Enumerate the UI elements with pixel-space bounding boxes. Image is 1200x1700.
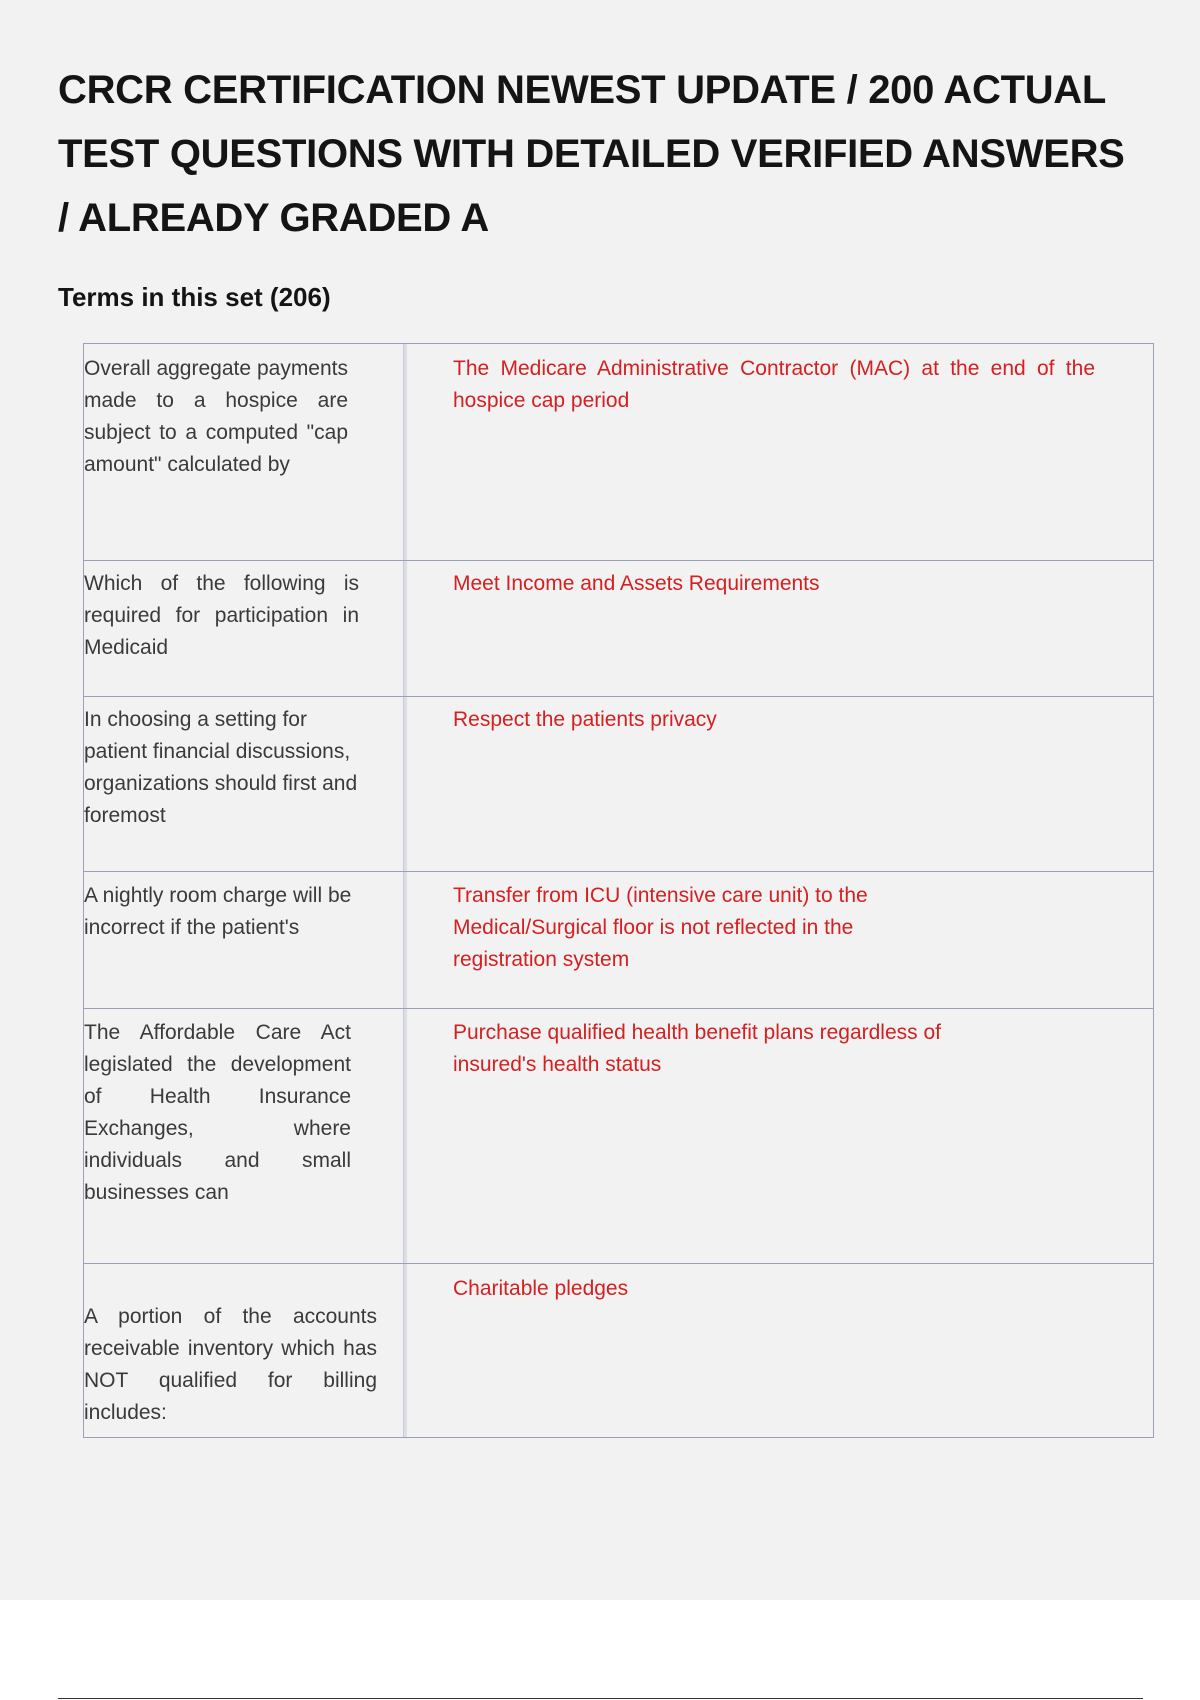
table-row [84,561,1153,697]
table-row [84,697,1153,872]
term-text: In choosing a setting for patient financial discussions, organizations should first and foremost [84,708,358,827]
term-text: A portion of the accounts receivable inventory which has NOT qualified for billing includes: [84,1305,377,1424]
table-row [84,344,1153,561]
table-row [84,1264,1153,1437]
footer-divider [58,1698,1143,1699]
table-row [84,1009,1153,1264]
term-text: Overall aggregate payments made to a hospice are subject to a computed "cap amount" calculated by [84,357,348,476]
term-text: Which of the following is required for participation in Medicaid [84,572,359,659]
terms-table [83,343,1154,1438]
term-text: A nightly room charge will be incorrect if the patient's [84,884,352,939]
definition-text: Respect the patients privacy [453,708,717,731]
table-row [84,872,1153,1009]
definition-text: The Medicare Administrative Contractor (MAC) at the end of the hospice cap period [453,357,1095,412]
page-title: CRCR CERTIFICATION NEWEST UPDATE / 200 ACTUAL TEST QUESTIONS WITH DETAILED VERIFIED ANSWERS / ALREADY GRADED A [58,68,1125,240]
definition-text: Purchase qualified health benefit plans regardless of insured's health status [453,1021,941,1076]
definition-text: Transfer from ICU (intensive care unit) to the Medical/Surgical floor is not reflected in the registration system [453,884,868,971]
terms-count-heading: Terms in this set (206) [58,282,331,312]
definition-text: Charitable pledges [453,1277,629,1300]
definition-text: Meet Income and Assets Requirements [453,572,820,595]
term-text: The Affordable Care Act legislated the development of Health Insurance Exchanges, where individuals and small businesses can [84,1021,351,1204]
